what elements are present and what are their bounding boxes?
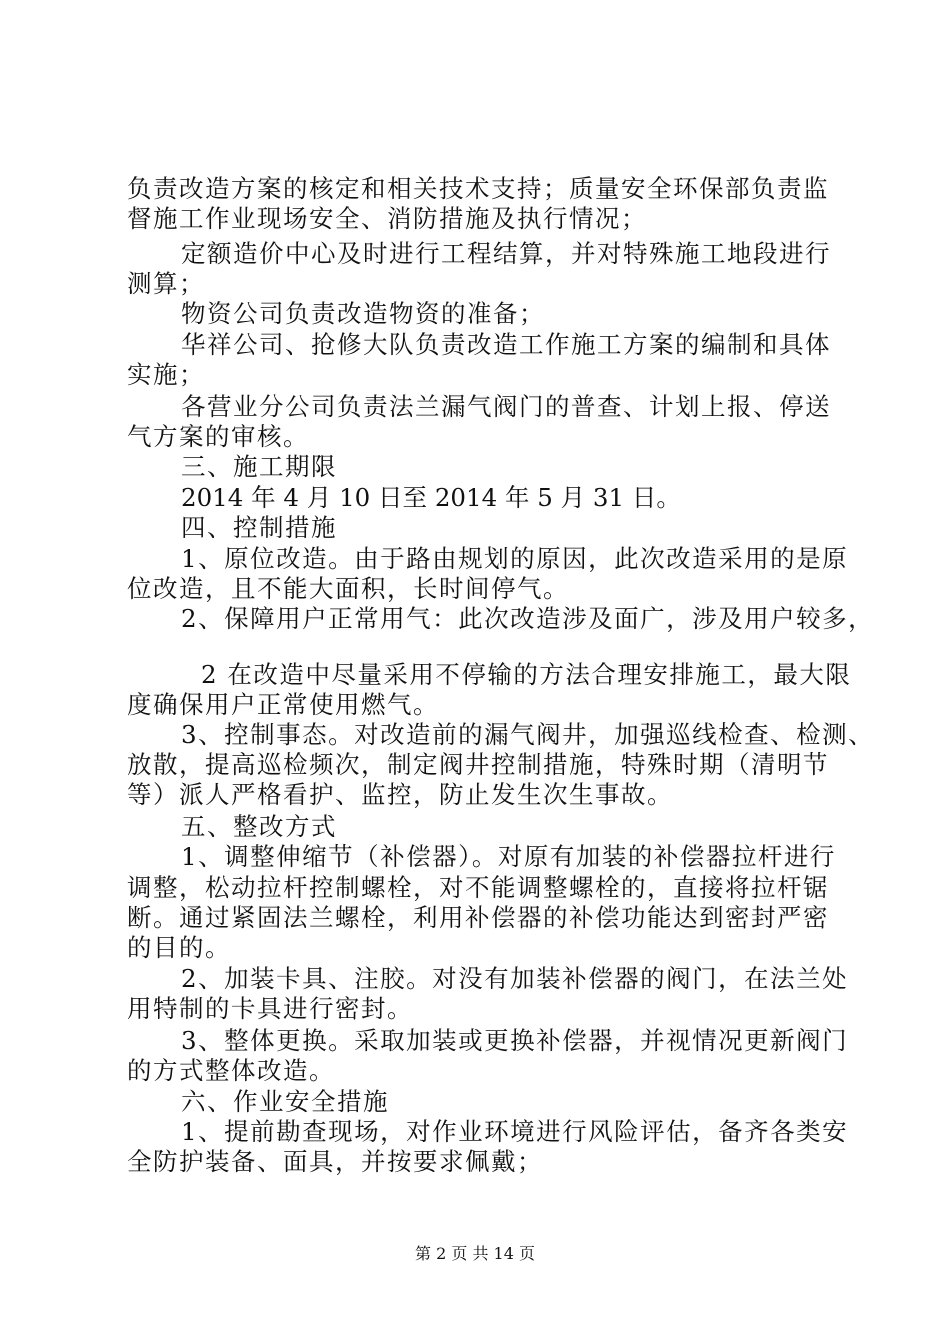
text-line: 的方式整体改造。 — [127, 1056, 335, 1085]
text-line: 各营业分公司负责法兰漏气阀门的普查、计划上报、停送 — [181, 392, 831, 421]
text-line: 1、提前勘查现场，对作业环境进行风险评估，备齐各类安 — [181, 1117, 849, 1146]
text-line: 气方案的审核。 — [127, 422, 309, 451]
text-line: 测算； — [127, 269, 205, 298]
text-line: 3、控制事态。对改造前的漏气阀井，加强巡线检查、检测、 — [181, 720, 875, 749]
section-heading: 六、作业安全措施 — [181, 1087, 389, 1116]
text-line: 负责改造方案的核定和相关技术支持；质量安全环保部负责监 — [127, 174, 829, 203]
text-line: 全防护装备、面具，并按要求佩戴； — [127, 1147, 543, 1176]
text-line: 位改造，且不能大面积，长时间停气。 — [127, 574, 569, 603]
text-line: 华祥公司、抢修大队负责改造工作施工方案的编制和具体 — [181, 330, 831, 359]
text-line: 断。通过紧固法兰螺栓，利用补偿器的补偿功能达到密封严密 — [127, 903, 829, 932]
text-line: 等）派人严格看护、监控，防止发生次生事故。 — [127, 780, 673, 809]
text-line: 度确保用户正常使用燃气。 — [127, 690, 439, 719]
text-line: 放散，提高巡检频次，制定阀井控制措施，特殊时期（清明节 — [127, 750, 829, 779]
section-heading: 三、施工期限 — [181, 452, 337, 481]
text-line: 用特制的卡具进行密封。 — [127, 994, 413, 1023]
section-heading: 五、整改方式 — [181, 812, 337, 841]
text-line: 的目的。 — [127, 933, 231, 962]
text-line: 2 在改造中尽量采用不停输的方法合理安排施工，最大限 — [201, 660, 852, 689]
text-line: 2014 年 4 月 10 日至 2014 年 5 月 31 日。 — [181, 483, 681, 512]
text-line: 定额造价中心及时进行工程结算，并对特殊施工地段进行 — [181, 239, 831, 268]
text-line: 物资公司负责改造物资的准备； — [181, 299, 545, 328]
text-line: 2、保障用户正常用气：此次改造涉及面广，涉及用户较多， — [181, 604, 875, 633]
page-number-footer: 第 2 页 共 14 页 — [415, 1244, 535, 1263]
text-line: 3、整体更换。采取加装或更换补偿器，并视情况更新阀门 — [181, 1026, 849, 1055]
text-line: 督施工作业现场安全、消防措施及执行情况； — [127, 204, 647, 233]
text-line: 实施； — [127, 360, 205, 389]
text-line: 1、调整伸缩节（补偿器）。对原有加装的补偿器拉杆进行 — [181, 842, 836, 871]
text-line: 2、加装卡具、注胶。对没有加装补偿器的阀门，在法兰处 — [181, 964, 849, 993]
text-line: 调整，松动拉杆控制螺栓，对不能调整螺栓的，直接将拉杆锯 — [127, 873, 829, 902]
section-heading: 四、控制措施 — [181, 513, 337, 542]
text-line: 1、原位改造。由于路由规划的原因，此次改造采用的是原 — [181, 544, 849, 573]
